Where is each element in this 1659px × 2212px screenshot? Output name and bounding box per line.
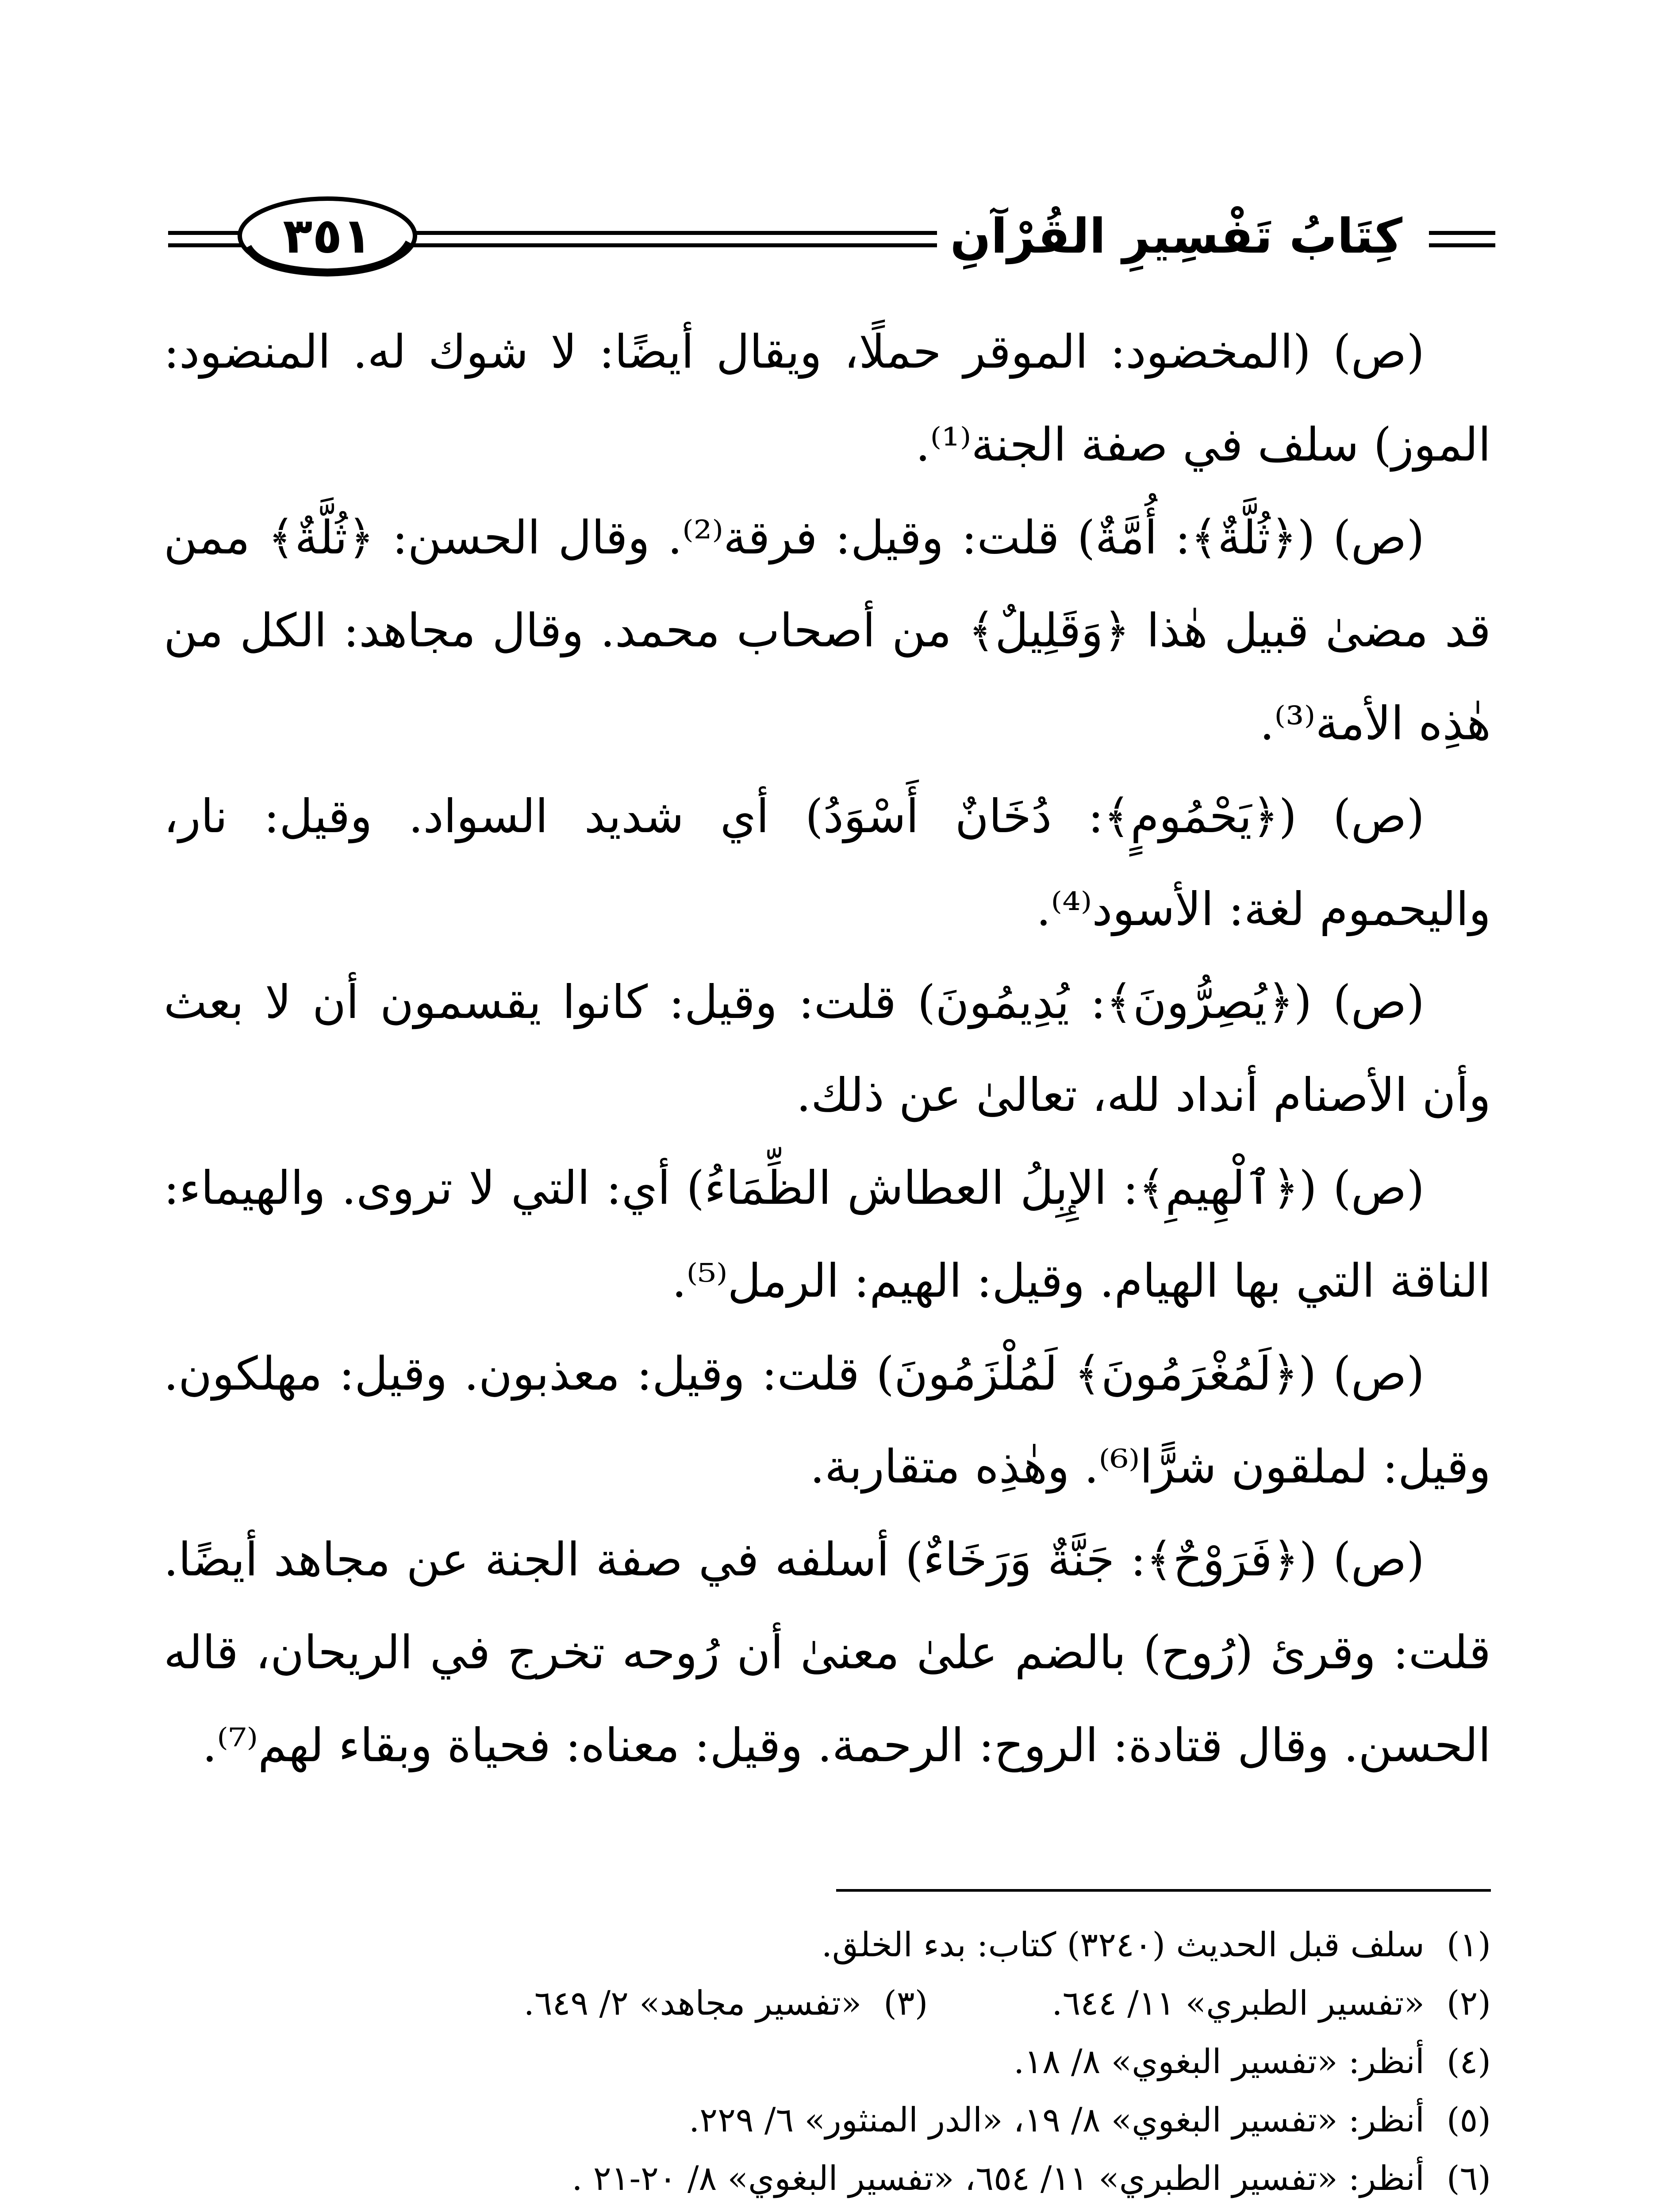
header-rule — [1429, 243, 1495, 247]
footnote-text: «تفسير مجاهد» ٢/ ٦٤٩. — [523, 1983, 862, 2023]
footnote-text — [164, 2208, 1425, 2212]
footnote-number: (٥) — [1446, 2100, 1491, 2139]
footnote-number: (٣) — [883, 1983, 928, 2023]
footnote-number: (٢) — [1446, 1983, 1491, 2023]
footnote — [164, 2091, 1491, 2149]
footnote — [1052, 1974, 1491, 2032]
page-header — [168, 190, 1495, 283]
footnote-number: (١) — [1446, 1925, 1491, 1964]
footnote — [164, 2208, 1491, 2212]
paragraph: (ص) (﴿فَرَوْحٌ﴾: جَنَّةٌ وَرَخَاءٌ) أسلفه في صفة الجنة عن مجاهد أيضًا. قلت: وقرئ (رُوح) بالضم علىٰ معنىٰ أن رُوحه تخرج في الريحان، قاله الحسن. وقال قتادة: الروح: الرحمة. وقيل: معناه: فحياة وبقاء لهم⁽⁷⁾. — [164, 1532, 1491, 1772]
footnote-text: أنظر: «تفسير البغوي» ٨/ ١٨. — [1014, 2042, 1425, 2081]
footnote-text: «تفسير الطبري» ١١/ ٦٤٤. — [1052, 1983, 1425, 2023]
page-number-oval — [234, 194, 420, 278]
page-number: ٣٥١ — [283, 207, 372, 264]
paragraph: (ص) (﴿لَمُغْرَمُونَ﴾ لَمُلْزَمُونَ) قلت: وقيل: معذبون. وقيل: مهلكون. وقيل: لملقون شرًّا⁽⁶⁾. وهٰذِه متقاربة. — [164, 1347, 1491, 1494]
paragraph: (ص) (﴿يَحْمُومٍ﴾: دُخَانٌ أَسْوَدُ) أي شديد السواد. وقيل: نار، واليحموم لغة: الأسود⁽⁴⁾. — [164, 789, 1491, 936]
footnote — [164, 2032, 1491, 2091]
footnote-number: (٤) — [1446, 2042, 1491, 2081]
footnote-number: (٦) — [1446, 2158, 1491, 2198]
footnote-separator — [836, 1889, 1491, 1892]
footnote-text: أنظر: «تفسير البغوي» ٨/ ١٩، «الدر المنثور» ٦/ ٢٢٩. — [689, 2100, 1425, 2139]
book-title: كِتَابُ تَفْسِيرِ القُرْآنِ — [937, 204, 1416, 270]
paragraph: (ص) (﴿يُصِرُّونَ﴾: يُدِيمُونَ) قلت: وقيل: كانوا يقسمون أن لا بعث وأن الأصنام أنداد لله، تعالىٰ عن ذلك. — [164, 975, 1491, 1122]
footnote — [164, 2149, 1491, 2208]
paragraph: (ص) (المخضود: الموقر حملًا، ويقال أيضًا: لا شوك له. المنضود: الموز) سلف في صفة الجنة⁽¹⁾. — [164, 325, 1491, 472]
footnote — [524, 1974, 928, 2032]
main-text — [164, 305, 1491, 1792]
paragraph: (ص) (﴿ٱلْهِيمِ﴾: الإِبِلُ العطاش الظِّمَاءُ) أي: التي لا تروى. والهيماء: الناقة التي بها الهيام. وقيل: الهيم: الرمل⁽⁵⁾. — [164, 1161, 1491, 1308]
footnote-text: أنظر: «تفسير الطبري» ١١/ ٦٥٤، «تفسير البغوي» ٨/ ٢٠-٢١ . — [572, 2158, 1425, 2198]
header-rule — [1429, 231, 1495, 235]
paragraph: (ص) (﴿ثُلَّةٌ﴾: أُمَّةٌ) قلت: وقيل: فرقة⁽²⁾. وقال الحسن: ﴿ثُلَّةٌ﴾ ممن قد مضىٰ قبيل هٰذا ﴿وَقَلِيلٌ﴾ من أصحاب محمد. وقال مجاهد: الكل من هٰذِه الأمة⁽³⁾. — [164, 511, 1491, 750]
footnote-number — [1425, 2208, 1491, 2212]
footnotes — [164, 1916, 1491, 2212]
footnote-pair — [164, 1974, 1491, 2032]
footnote — [164, 1916, 1491, 1974]
footnote-text: سلف قبل الحديث (٣٢٤٠) كتاب: بدء الخلق. — [821, 1925, 1425, 1964]
